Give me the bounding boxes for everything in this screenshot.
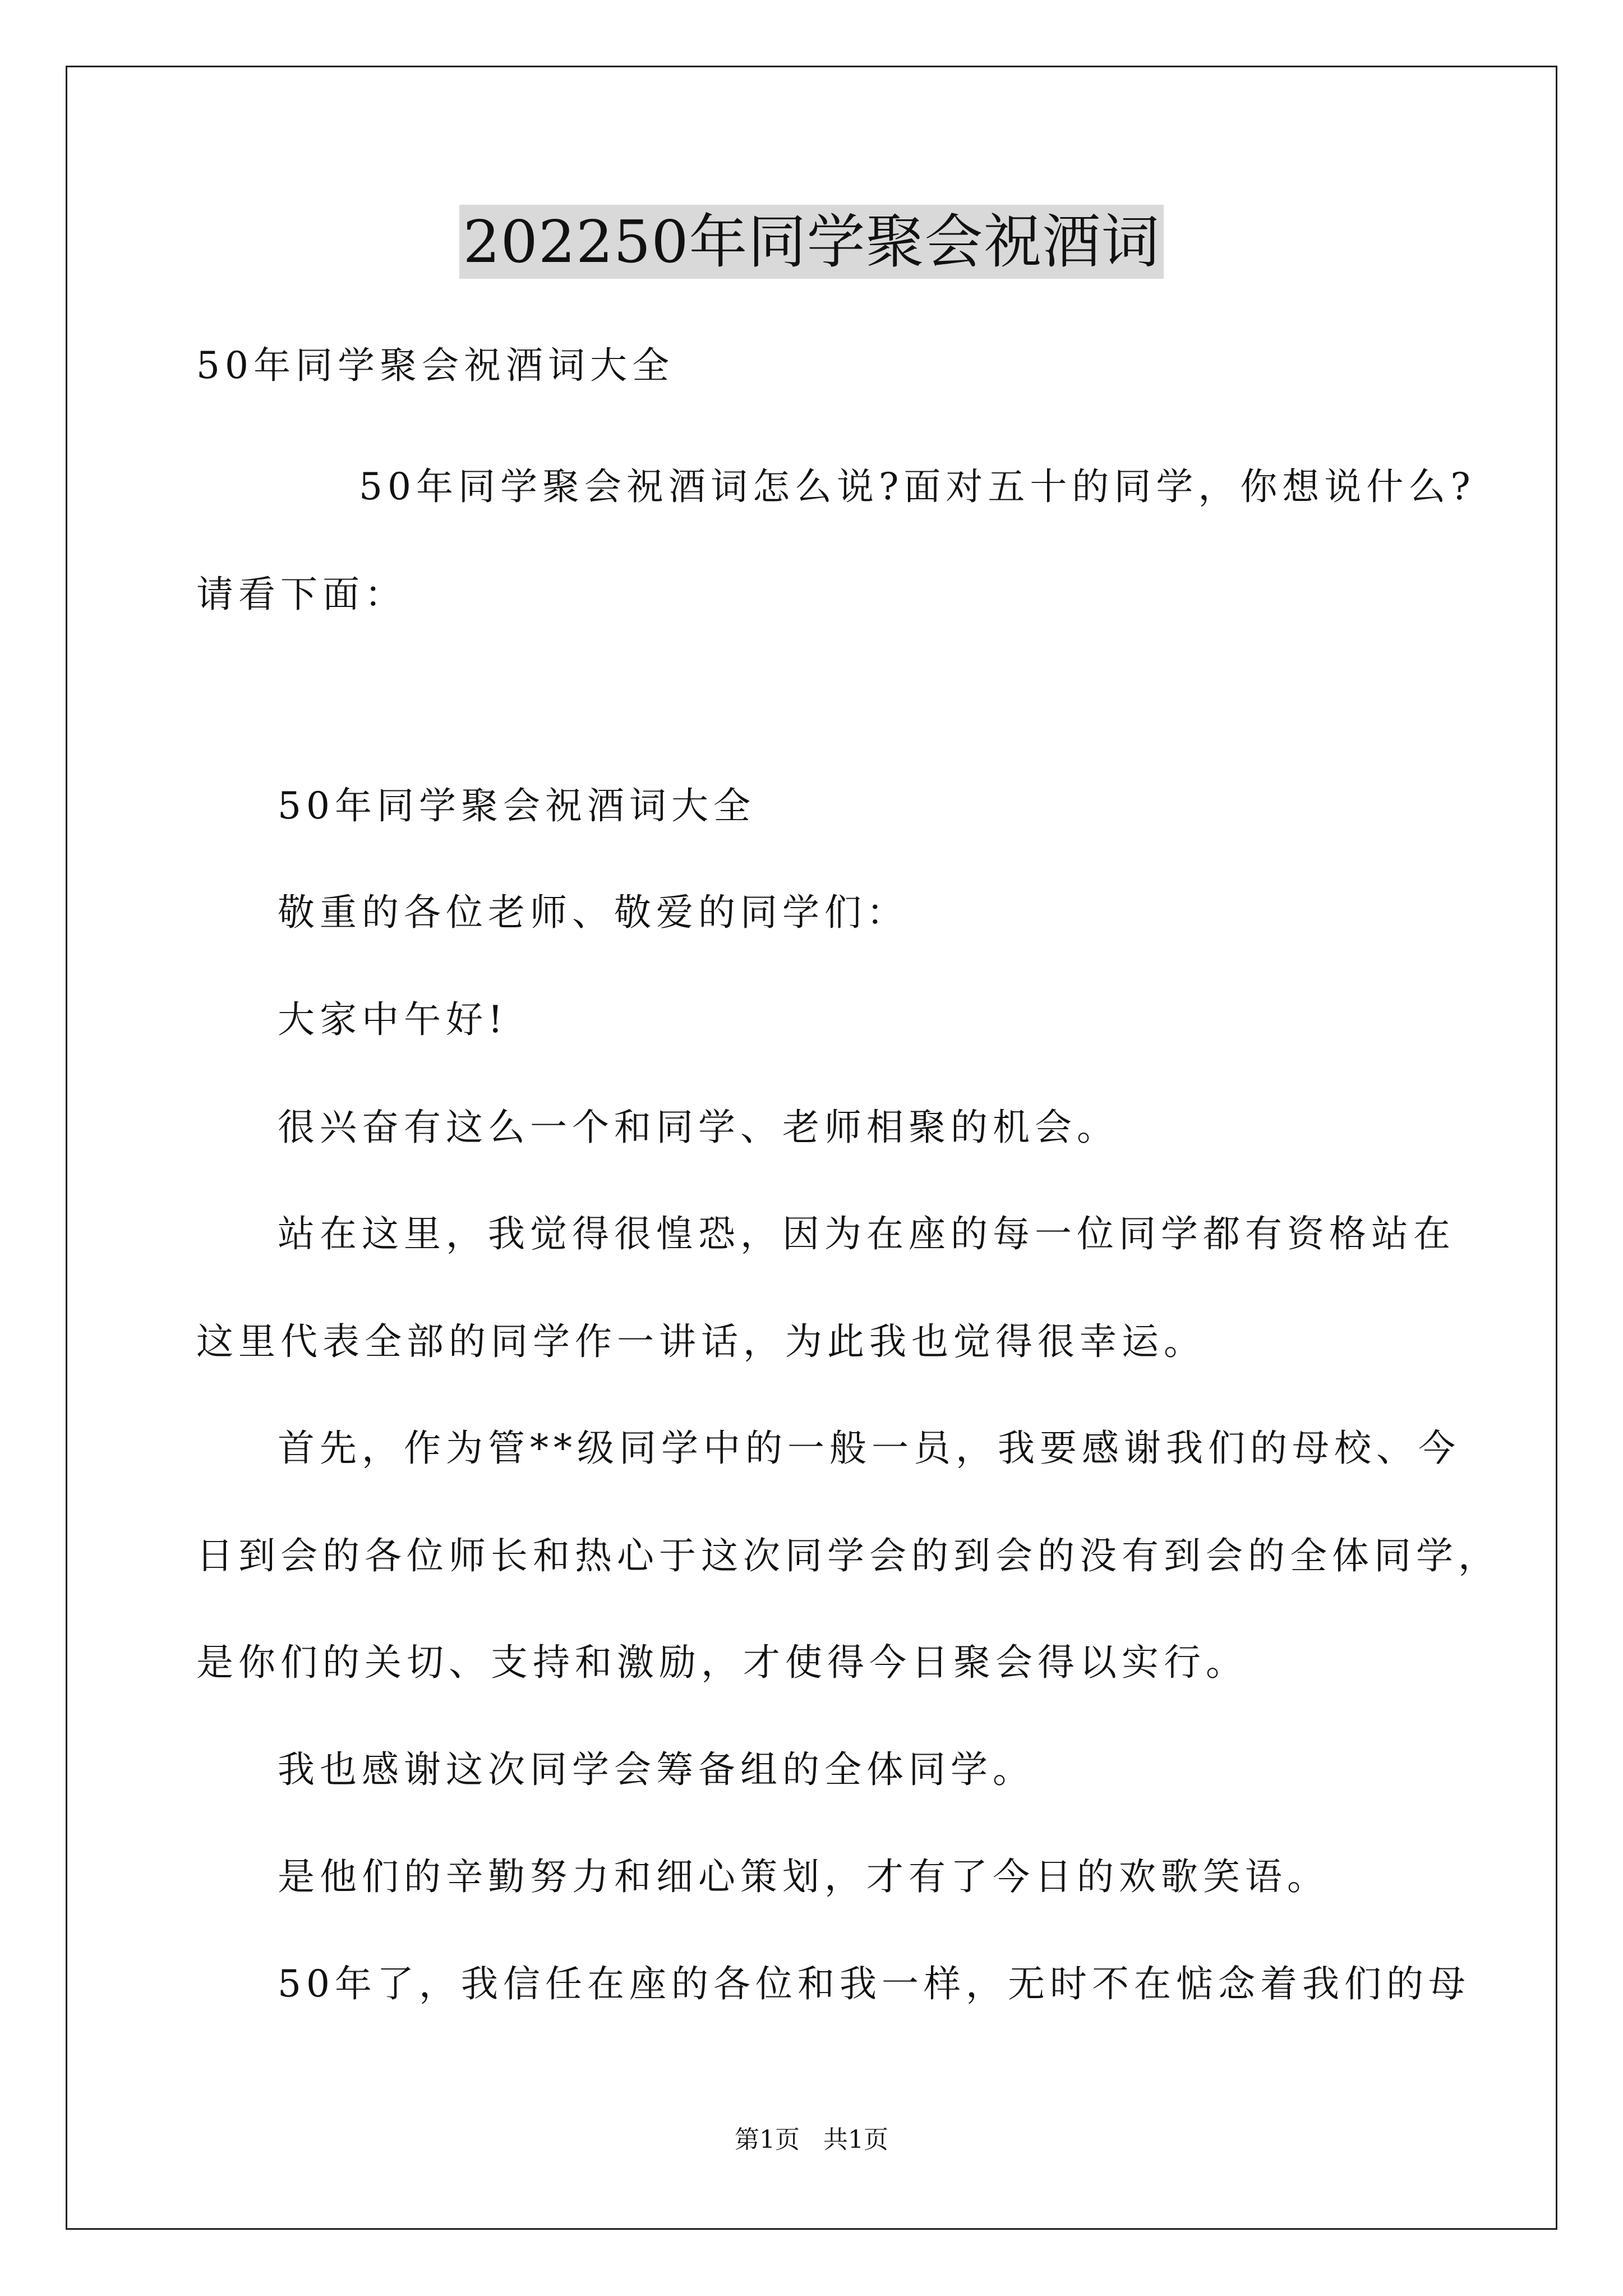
text-line-1: 50年同学聚会祝酒词大全 <box>196 344 674 387</box>
text-line-4: 50年同学聚会祝酒词大全 <box>278 784 755 827</box>
text-line-14: 是他们的辛勤努力和细心策划，才有了今日的欢歌笑语。 <box>278 1855 1329 1898</box>
text-line-7: 很兴奋有这么一个和同学、老师相聚的机会。 <box>278 1106 1119 1149</box>
text-line-10: 首先，作为管**级同学中的一般一员，我要感谢我们的母校、今 <box>278 1427 1460 1470</box>
page-footer: 第1页 共1页 <box>735 2125 888 2154</box>
text-line-2: 50年同学聚会祝酒词怎么说?面对五十的同学，你想说什么? <box>359 465 1476 508</box>
text-line-15: 50年了，我信任在座的各位和我一样，无时不在惦念着我们的母 <box>278 1962 1470 2005</box>
text-line-11: 日到会的各位师长和热心于这次同学会的到会的没有到会的全体同学， <box>196 1534 1500 1577</box>
text-line-9: 这里代表全部的同学作一讲话，为此我也觉得很幸运。 <box>196 1320 1206 1363</box>
text-line-13: 我也感谢这次同学会筹备组的全体同学。 <box>278 1748 1035 1791</box>
text-line-6: 大家中午好! <box>278 998 508 1041</box>
title-container <box>0 205 1623 279</box>
text-line-3: 请看下面： <box>196 573 407 616</box>
document-title: 202250年同学聚会祝酒词 <box>459 205 1163 279</box>
text-line-8: 站在这里，我觉得很惶恐，因为在座的每一位同学都有资格站在 <box>278 1212 1455 1255</box>
text-line-5: 敬重的各位老师、敬爱的同学们： <box>278 891 909 934</box>
text-line-12: 是你们的关切、支持和激励，才使得今日聚会得以实行。 <box>196 1641 1248 1684</box>
